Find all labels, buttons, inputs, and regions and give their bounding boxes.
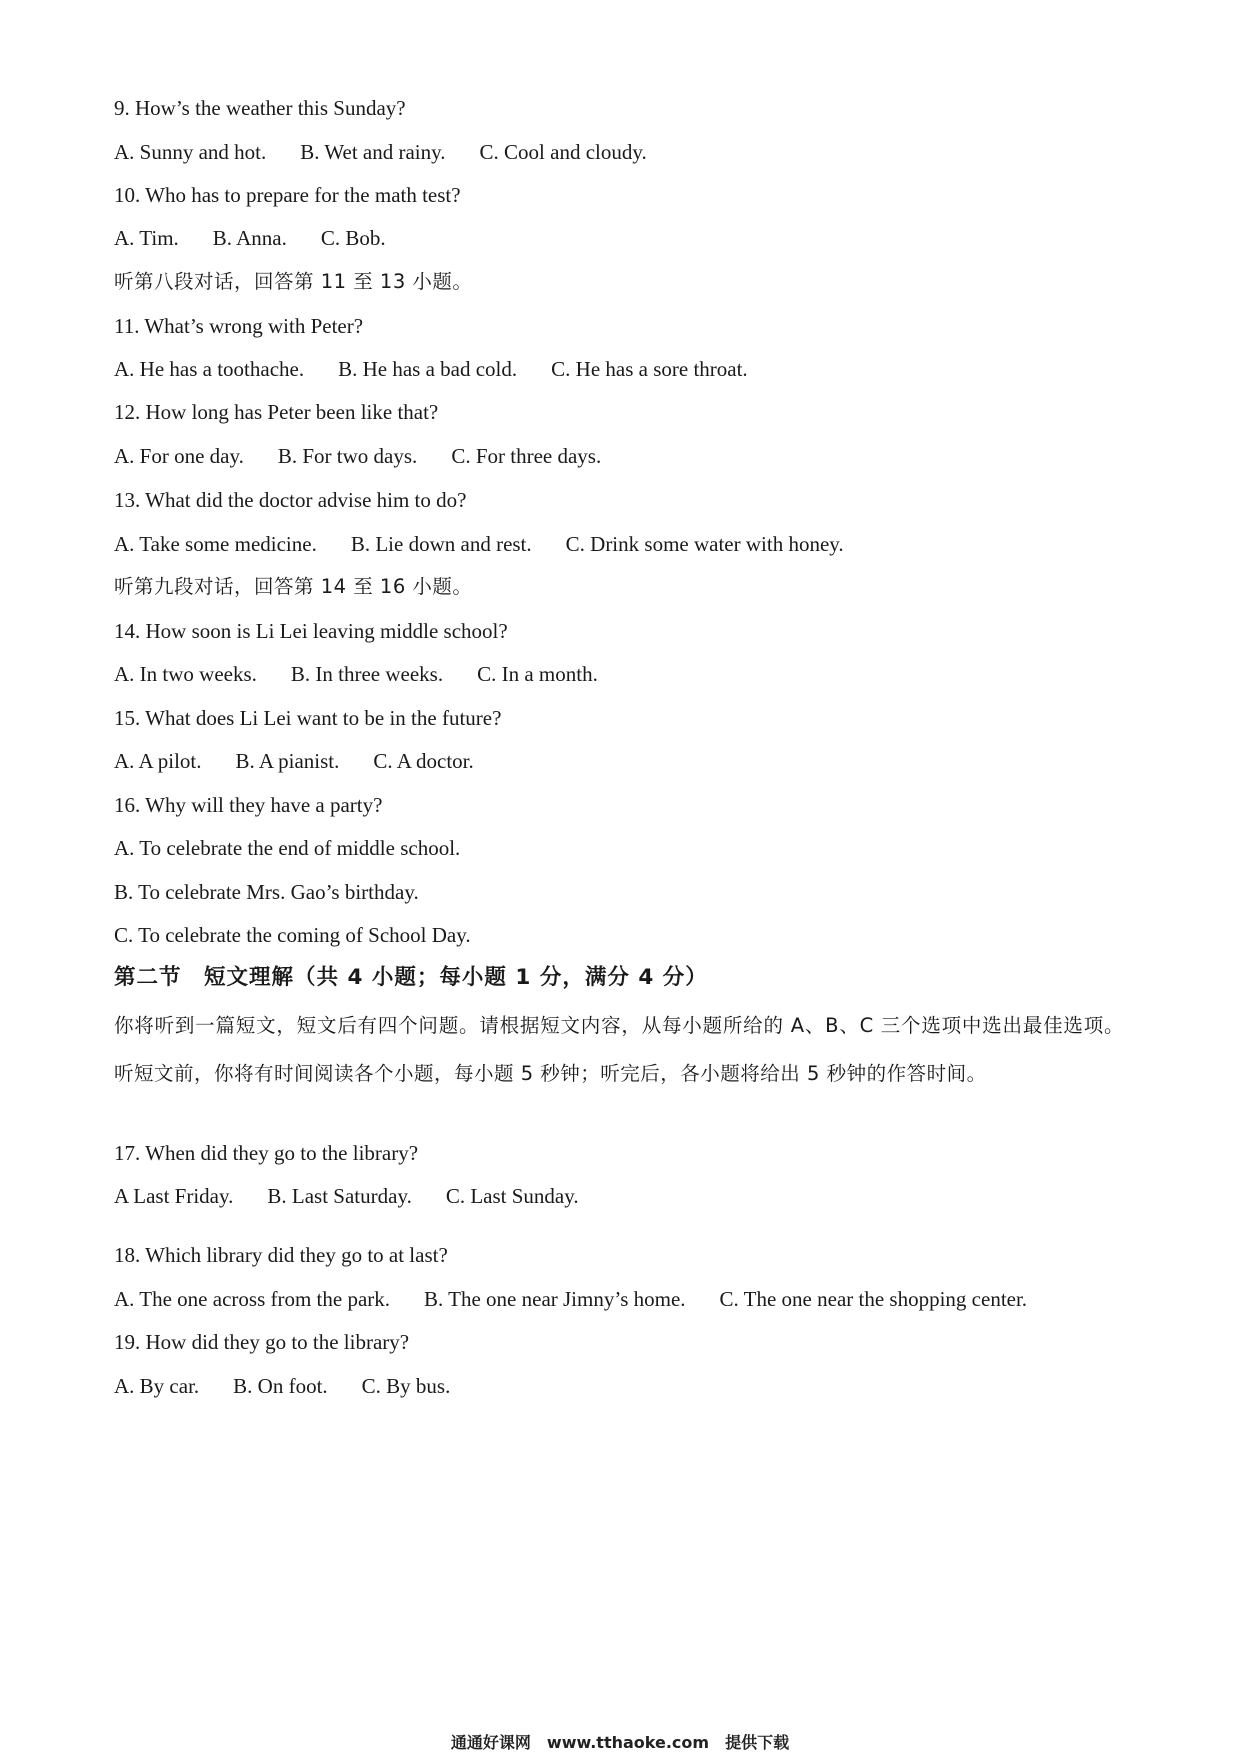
question-12: 12. How long has Peter been like that? xyxy=(114,400,439,424)
question-10-options xyxy=(114,224,386,252)
option-b: B. He has a bad cold. xyxy=(338,357,518,381)
question-13-options xyxy=(114,530,844,558)
question-19: 19. How did they go to the library? xyxy=(114,1330,410,1354)
option-b: B. Lie down and rest. xyxy=(350,532,532,556)
question-12-options xyxy=(114,442,601,470)
option-c: C. By bus. xyxy=(361,1374,451,1398)
option-a: A. By car. xyxy=(114,1374,200,1398)
option-b: B. A pianist. xyxy=(235,749,340,773)
option-b: B. The one near Jimny’s home. xyxy=(424,1287,686,1311)
question-14-options xyxy=(114,660,598,688)
question-10: 10. Who has to prepare for the math test? xyxy=(114,183,461,207)
option-b: B. Last Saturday. xyxy=(267,1184,412,1208)
option-b: B. For two days. xyxy=(277,444,418,468)
question-15-options xyxy=(114,747,474,775)
option-a: A. A pilot. xyxy=(114,749,202,773)
option-c: C. A doctor. xyxy=(373,749,474,773)
option-c: C. Cool and cloudy. xyxy=(479,140,647,164)
question-18: 18. Which library did they go to at last? xyxy=(114,1243,448,1267)
option-b: B. On foot. xyxy=(233,1374,328,1398)
section-2-instructions: 你将听到一篇短文，短文后有四个问题。请根据短文内容，从每小题所给的 A、B、C 三个选项中选出最佳选项。听短文前，你将有时间阅读各个小题，每小题 5 秒钟；听完后，各小题将给出 5 秒钟的作答时间。 xyxy=(114,1014,1124,1085)
option-a: A. He has a toothache. xyxy=(114,357,305,381)
option-c: C. Last Sunday. xyxy=(445,1184,579,1208)
section-2-title: 第二节 短文理解（共 4 小题；每小题 1 分，满分 4 分） xyxy=(114,965,708,990)
question-9-options xyxy=(114,138,647,166)
question-19-options xyxy=(114,1372,450,1400)
option-a: A. For one day. xyxy=(114,444,244,468)
question-16-option-a: A. To celebrate the end of middle school. xyxy=(114,836,461,860)
option-a: A. Tim. xyxy=(114,226,179,250)
question-17-options xyxy=(114,1182,579,1210)
option-a: A. Sunny and hot. xyxy=(114,140,267,164)
option-a: A Last Friday. xyxy=(114,1184,234,1208)
option-c: C. In a month. xyxy=(477,662,598,686)
option-a: A. The one across from the park. xyxy=(114,1287,391,1311)
instruction-dialogue-8: 听第八段对话，回答第 11 至 13 小题。 xyxy=(114,270,473,293)
question-16-option-c: C. To celebrate the coming of School Day. xyxy=(114,923,471,947)
option-c: C. Drink some water with honey. xyxy=(565,532,844,556)
option-a: A. In two weeks. xyxy=(114,662,257,686)
question-18-options xyxy=(114,1285,1027,1313)
question-15: 15. What does Li Lei want to be in the future? xyxy=(114,706,502,730)
option-a: A. Take some medicine. xyxy=(114,532,317,556)
question-17: 17. When did they go to the library? xyxy=(114,1141,419,1165)
question-16-option-b: B. To celebrate Mrs. Gao’s birthday. xyxy=(114,880,419,904)
option-c: C. Bob. xyxy=(320,226,386,250)
question-16: 16. Why will they have a party? xyxy=(114,793,383,817)
option-c: C. He has a sore throat. xyxy=(551,357,748,381)
question-13: 13. What did the doctor advise him to do? xyxy=(114,488,467,512)
question-11-options xyxy=(114,355,748,383)
option-b: B. In three weeks. xyxy=(290,662,444,686)
option-b: B. Anna. xyxy=(212,226,287,250)
question-11: 11. What’s wrong with Peter? xyxy=(114,314,364,338)
page-footer: 通通好课网 www.tthaoke.com 提供下载 xyxy=(450,1733,790,1752)
option-b: B. Wet and rainy. xyxy=(300,140,446,164)
instruction-dialogue-9: 听第九段对话，回答第 14 至 16 小题。 xyxy=(114,575,473,598)
question-9: 9. How’s the weather this Sunday? xyxy=(114,96,406,120)
question-14: 14. How soon is Li Lei leaving middle school? xyxy=(114,619,508,643)
option-c: C. The one near the shopping center. xyxy=(719,1287,1028,1311)
option-c: C. For three days. xyxy=(451,444,602,468)
